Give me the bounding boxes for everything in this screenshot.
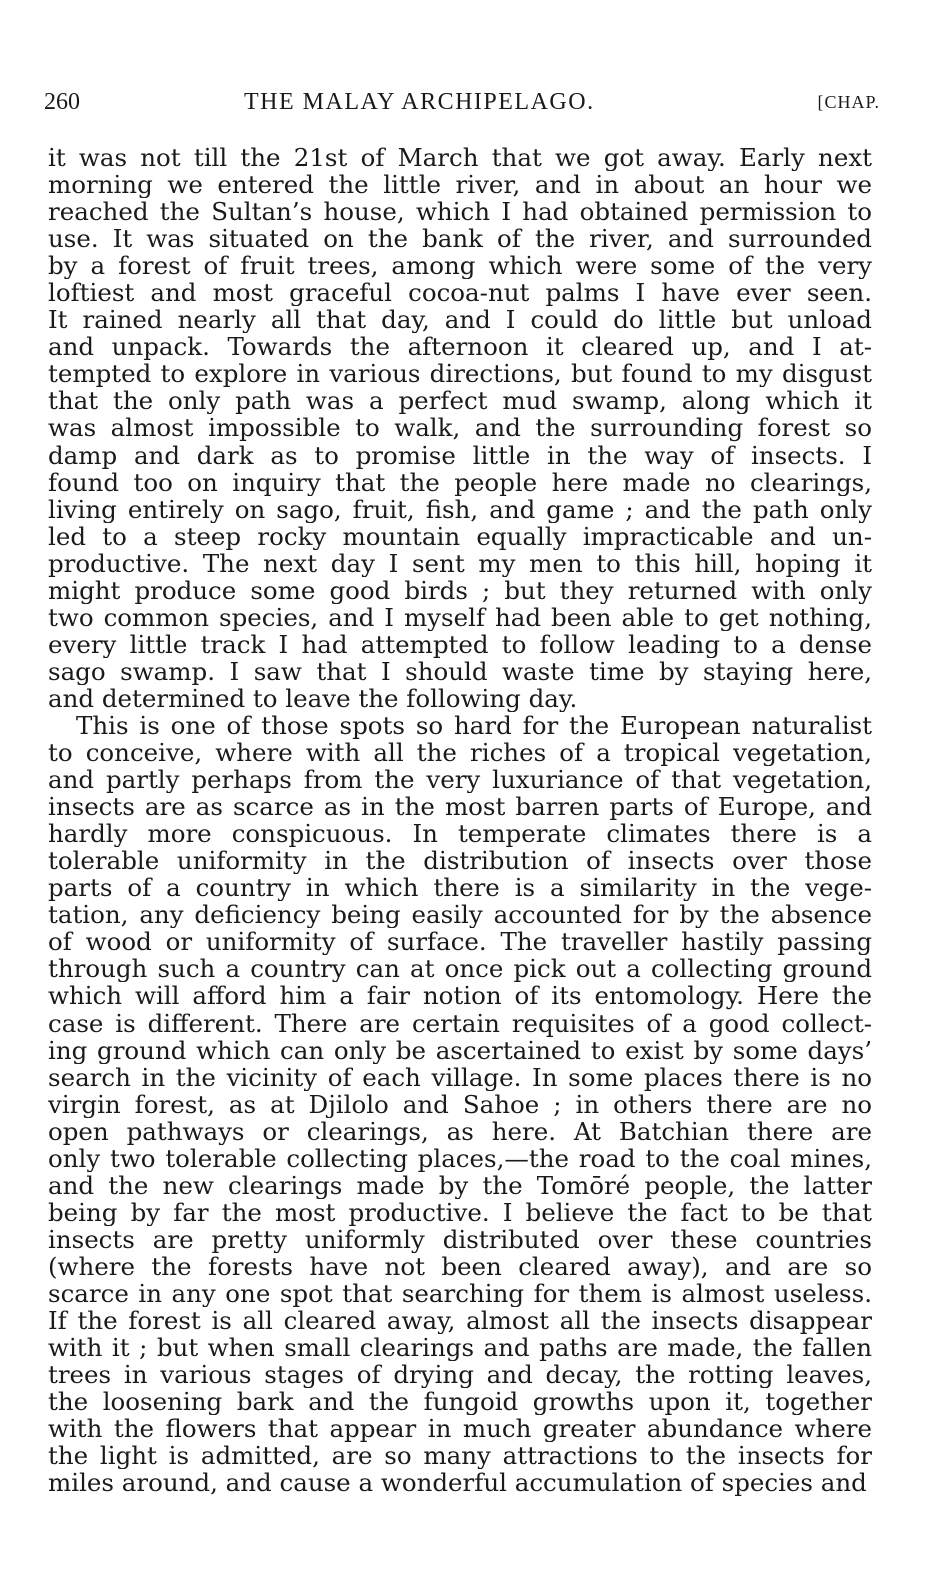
text-line: was almost impossible to walk, and the surrounding forest so bbox=[48, 414, 872, 442]
text-line: morning we entered the little river, and in about an hour we bbox=[48, 171, 872, 199]
text-line: led to a steep rocky mountain equally impracticable and un- bbox=[48, 522, 872, 550]
text-line: virgin forest, as at Djilolo and Sahoe ; in others there are no bbox=[48, 1090, 872, 1118]
text-line: insects are pretty uniformly distributed over these countries bbox=[48, 1225, 872, 1253]
text-line: hardly more conspicuous. In temperate climates there is a bbox=[48, 820, 872, 848]
text-line: productive. The next day I sent my men to this hill, hoping it bbox=[48, 549, 872, 577]
text-line: parts of a country in which there is a similarity in the vege- bbox=[48, 874, 872, 902]
text-line: that the only path was a perfect mud swamp, along which it bbox=[48, 387, 872, 415]
paragraph bbox=[48, 712, 872, 1496]
text-line: through such a country can at once pick out a collecting ground bbox=[48, 955, 872, 983]
text-line: only two tolerable collecting places,—the road to the coal mines, bbox=[48, 1144, 872, 1172]
text-line: use. It was situated on the bank of the river, and surrounded bbox=[48, 225, 872, 253]
page-number: 260 bbox=[44, 89, 80, 115]
text-line: ing ground which can only be ascertained to exist by some days’ bbox=[48, 1036, 872, 1064]
text-line: miles around, and cause a wonderful accumulation of species and bbox=[48, 1469, 867, 1497]
text-line: every little track I had attempted to follow leading to a dense bbox=[48, 630, 872, 658]
text-line: open pathways or clearings, as here. At Batchian there are bbox=[48, 1117, 872, 1145]
text-line: and unpack. Towards the afternoon it cleared up, and I at- bbox=[48, 333, 872, 361]
text-line: the light is admitted, are so many attractions to the insects for bbox=[48, 1442, 872, 1470]
text-line: reached the Sultan’s house, which I had obtained permission to bbox=[48, 198, 872, 226]
text-line: sago swamp. I saw that I should waste time by staying here, bbox=[48, 657, 872, 685]
text-line: two common species, and I myself had been able to get nothing, bbox=[48, 603, 872, 631]
running-head bbox=[44, 84, 880, 120]
text-line: damp and dark as to promise little in the way of insects. I bbox=[48, 441, 872, 469]
text-line: which will afford him a fair notion of its entomology. Here the bbox=[48, 982, 872, 1010]
text-line: tolerable uniformity in the distribution of insects over those bbox=[48, 847, 872, 875]
text-line: loftiest and most graceful cocoa-nut palms I have ever seen. bbox=[48, 279, 872, 307]
text-line: it was not till the 21st of March that we got away. Early next bbox=[48, 144, 872, 172]
text-line: found too on inquiry that the people here made no clearings, bbox=[48, 468, 872, 496]
text-line: and determined to leave the following day. bbox=[48, 684, 578, 712]
text-line: If the forest is all cleared away, almost all the insects disappear bbox=[48, 1307, 872, 1335]
text-line: search in the vicinity of each village. In some places there is no bbox=[48, 1063, 872, 1091]
text-line: tempted to explore in various directions, but found to my disgust bbox=[48, 360, 872, 388]
text-line: insects are as scarce as in the most barren parts of Europe, and bbox=[48, 793, 872, 821]
text-line: This is one of those spots so hard for the European naturalist bbox=[76, 711, 872, 740]
running-title: THE MALAY ARCHIPELAGO. bbox=[244, 89, 595, 115]
text-line: of wood or uniformity of surface. The traveller hastily passing bbox=[48, 928, 872, 956]
chapter-marker: [CHAP. bbox=[817, 92, 880, 112]
text-line: and partly perhaps from the very luxuriance of that vegetation, bbox=[48, 766, 872, 794]
paragraph bbox=[48, 144, 872, 712]
text-line: with the flowers that appear in much greater abundance where bbox=[48, 1415, 872, 1443]
text-line: scarce in any one spot that searching for them is almost useless. bbox=[48, 1279, 872, 1308]
text-line: case is different. There are certain requisites of a good collect- bbox=[48, 1009, 872, 1037]
text-line: to conceive, where with all the riches of a tropical vegetation, bbox=[48, 739, 872, 767]
text-line: the loosening bark and the fungoid growths upon it, together bbox=[48, 1388, 872, 1416]
text-line: with it ; but when small clearings and paths are made, the fallen bbox=[48, 1334, 872, 1362]
text-line: by a forest of fruit trees, among which were some of the very bbox=[48, 252, 872, 280]
text-line: It rained nearly all that day, and I could do little but unload bbox=[48, 306, 872, 334]
text-line: and the new clearings made by the Tomōré people, the latter bbox=[48, 1171, 872, 1199]
text-line: trees in various stages of drying and decay, the rotting leaves, bbox=[48, 1361, 872, 1389]
text-line: might produce some good birds ; but they returned with only bbox=[48, 576, 872, 604]
text-line: being by far the most productive. I believe the fact to be that bbox=[48, 1198, 872, 1226]
text-line: living entirely on sago, fruit, fish, and game ; and the path only bbox=[48, 495, 872, 523]
text-line: (where the forests have not been cleared away), and are so bbox=[48, 1252, 872, 1280]
text-line: tation, any deficiency being easily accounted for by the absence bbox=[48, 901, 872, 929]
body-text bbox=[48, 144, 872, 1496]
